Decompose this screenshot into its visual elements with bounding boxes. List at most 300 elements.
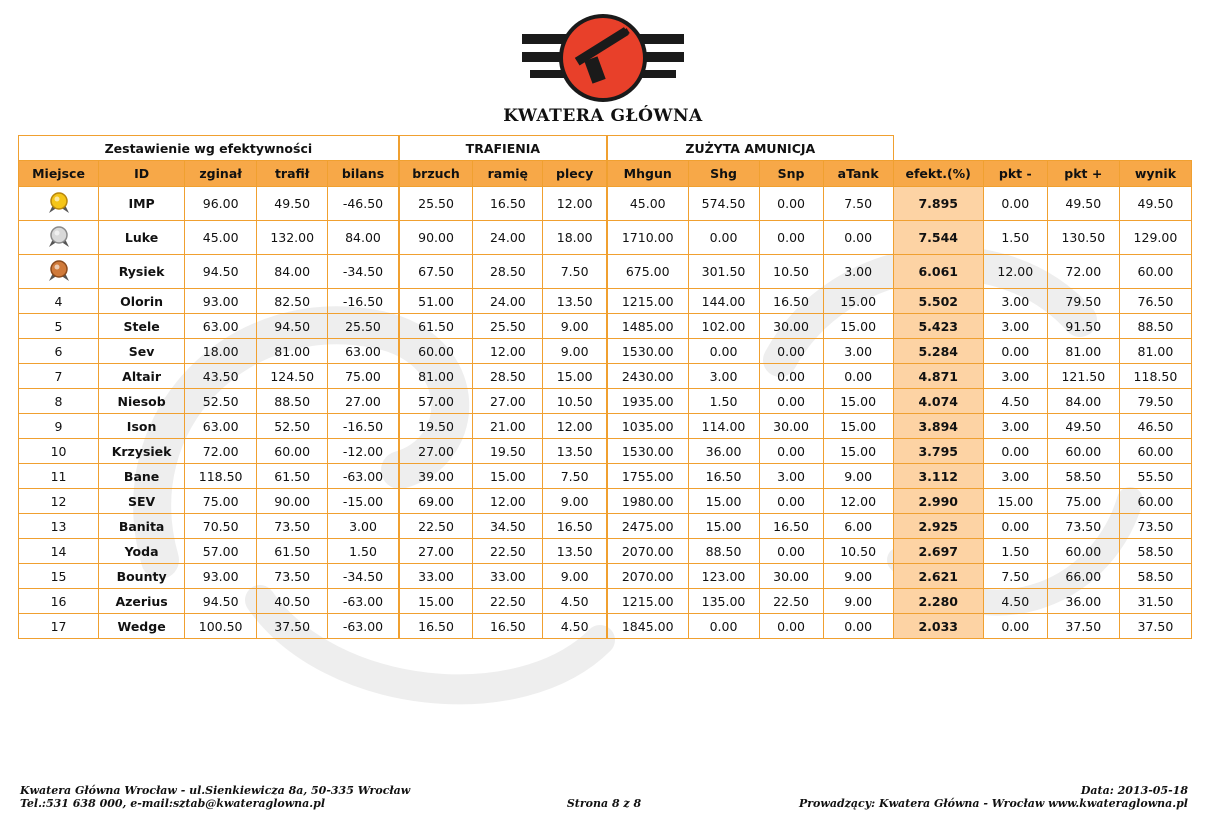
cell-mhgun: 1530.00 [607, 339, 688, 364]
cell-belly: 60.00 [399, 339, 473, 364]
cell-efficiency: 3.795 [893, 439, 983, 464]
cell-atank: 15.00 [823, 314, 893, 339]
brand-title: KWATERA GŁÓWNA [503, 106, 703, 126]
cell-killed: 96.00 [185, 187, 257, 221]
cell-belly: 51.00 [399, 289, 473, 314]
cell-points-plus: 121.50 [1047, 364, 1119, 389]
cell-snp: 30.00 [759, 564, 823, 589]
cell-efficiency: 3.894 [893, 414, 983, 439]
cell-arm: 27.00 [473, 389, 543, 414]
cell-arm: 16.50 [473, 614, 543, 639]
cell-mhgun: 1530.00 [607, 439, 688, 464]
cell-snp: 0.00 [759, 439, 823, 464]
cell-place: 14 [19, 539, 99, 564]
cell-efficiency: 7.895 [893, 187, 983, 221]
cell-balance: -63.00 [328, 589, 399, 614]
cell-belly: 67.50 [399, 255, 473, 289]
cell-result: 81.00 [1119, 339, 1191, 364]
cell-back: 13.50 [543, 289, 607, 314]
cell-killed: 100.50 [185, 614, 257, 639]
table-row [19, 221, 1192, 255]
cell-id: Bane [99, 464, 185, 489]
cell-back: 13.50 [543, 539, 607, 564]
cell-back: 9.00 [543, 339, 607, 364]
cell-mhgun: 1980.00 [607, 489, 688, 514]
cell-arm: 25.50 [473, 314, 543, 339]
cell-back: 15.00 [543, 364, 607, 389]
cell-hit: 82.50 [257, 289, 328, 314]
cell-points-minus: 3.00 [983, 314, 1047, 339]
cell-killed: 94.50 [185, 255, 257, 289]
cell-back: 10.50 [543, 389, 607, 414]
cell-points-minus: 0.00 [983, 187, 1047, 221]
cell-back: 9.00 [543, 314, 607, 339]
table-row [19, 414, 1192, 439]
col-header-balance: bilans [328, 161, 399, 187]
gold-medal-icon [44, 191, 74, 217]
cell-hit: 61.50 [257, 539, 328, 564]
cell-shg: 3.00 [688, 364, 759, 389]
cell-belly: 27.00 [399, 439, 473, 464]
cell-points-minus: 3.00 [983, 364, 1047, 389]
cell-result: 88.50 [1119, 314, 1191, 339]
cell-belly: 61.50 [399, 314, 473, 339]
table-row [19, 464, 1192, 489]
cell-balance: -16.50 [328, 414, 399, 439]
cell-efficiency: 4.074 [893, 389, 983, 414]
cell-atank: 15.00 [823, 439, 893, 464]
footer-address: Kwatera Główna Wrocław - ul.Sienkiewicza 8a, 50-335 Wrocław [20, 784, 411, 797]
footer-page-number: Strona 8 z 8 [566, 797, 642, 810]
cell-belly: 90.00 [399, 221, 473, 255]
cell-snp: 10.50 [759, 255, 823, 289]
cell-balance: -15.00 [328, 489, 399, 514]
cell-result: 31.50 [1119, 589, 1191, 614]
cell-efficiency: 2.697 [893, 539, 983, 564]
cell-snp: 16.50 [759, 514, 823, 539]
cell-balance: -16.50 [328, 289, 399, 314]
cell-result: 79.50 [1119, 389, 1191, 414]
cell-atank: 12.00 [823, 489, 893, 514]
cell-shg: 123.00 [688, 564, 759, 589]
cell-points-minus: 0.00 [983, 614, 1047, 639]
cell-points-plus: 84.00 [1047, 389, 1119, 414]
footer-contact: Tel.:531 638 000, e-mail:sztab@kwateraglowna.pl [20, 797, 326, 810]
cell-balance: -34.50 [328, 564, 399, 589]
cell-points-plus: 49.50 [1047, 414, 1119, 439]
group-header-blank [893, 136, 1191, 161]
cell-points-minus: 4.50 [983, 389, 1047, 414]
cell-arm: 22.50 [473, 539, 543, 564]
cell-killed: 63.00 [185, 314, 257, 339]
cell-belly: 81.00 [399, 364, 473, 389]
cell-points-minus: 7.50 [983, 564, 1047, 589]
cell-killed: 45.00 [185, 221, 257, 255]
cell-efficiency: 2.033 [893, 614, 983, 639]
cell-id: SEV [99, 489, 185, 514]
cell-shg: 144.00 [688, 289, 759, 314]
cell-belly: 69.00 [399, 489, 473, 514]
cell-points-minus: 12.00 [983, 255, 1047, 289]
cell-id: IMP [99, 187, 185, 221]
table-row [19, 589, 1192, 614]
cell-result: 73.50 [1119, 514, 1191, 539]
cell-points-plus: 91.50 [1047, 314, 1119, 339]
cell-result: 55.50 [1119, 464, 1191, 489]
cell-result: 118.50 [1119, 364, 1191, 389]
cell-efficiency: 2.990 [893, 489, 983, 514]
footer-date: Data: 2013-05-18 [1080, 784, 1188, 797]
table-row [19, 314, 1192, 339]
cell-result: 129.00 [1119, 221, 1191, 255]
cell-arm: 34.50 [473, 514, 543, 539]
cell-snp: 0.00 [759, 339, 823, 364]
cell-balance: -34.50 [328, 255, 399, 289]
cell-shg: 0.00 [688, 339, 759, 364]
silver-medal-icon [44, 225, 74, 251]
cell-balance: 75.00 [328, 364, 399, 389]
cell-mhgun: 1710.00 [607, 221, 688, 255]
cell-hit: 49.50 [257, 187, 328, 221]
cell-arm: 19.50 [473, 439, 543, 464]
cell-efficiency: 2.621 [893, 564, 983, 589]
cell-hit: 61.50 [257, 464, 328, 489]
table-row [19, 289, 1192, 314]
table-row [19, 539, 1192, 564]
cell-mhgun: 2070.00 [607, 564, 688, 589]
cell-atank: 9.00 [823, 464, 893, 489]
cell-result: 46.50 [1119, 414, 1191, 439]
cell-place: 12 [19, 489, 99, 514]
col-header-result: wynik [1119, 161, 1191, 187]
cell-belly: 33.00 [399, 564, 473, 589]
cell-arm: 16.50 [473, 187, 543, 221]
cell-shg: 135.00 [688, 589, 759, 614]
cell-hit: 84.00 [257, 255, 328, 289]
cell-result: 60.00 [1119, 255, 1191, 289]
cell-points-plus: 75.00 [1047, 489, 1119, 514]
cell-result: 49.50 [1119, 187, 1191, 221]
cell-balance: 3.00 [328, 514, 399, 539]
cell-points-minus: 0.00 [983, 339, 1047, 364]
cell-atank: 15.00 [823, 414, 893, 439]
cell-killed: 94.50 [185, 589, 257, 614]
cell-efficiency: 2.925 [893, 514, 983, 539]
cell-place: 6 [19, 339, 99, 364]
cell-points-plus: 130.50 [1047, 221, 1119, 255]
group-header-row [19, 136, 1192, 161]
cell-snp: 30.00 [759, 314, 823, 339]
cell-back: 13.50 [543, 439, 607, 464]
cell-mhgun: 675.00 [607, 255, 688, 289]
cell-killed: 52.50 [185, 389, 257, 414]
table-row [19, 564, 1192, 589]
cell-balance: -46.50 [328, 187, 399, 221]
cell-atank: 9.00 [823, 589, 893, 614]
cell-balance: 27.00 [328, 389, 399, 414]
cell-id: Stele [99, 314, 185, 339]
cell-id: Altair [99, 364, 185, 389]
cell-result: 60.00 [1119, 439, 1191, 464]
cell-points-minus: 1.50 [983, 221, 1047, 255]
cell-killed: 18.00 [185, 339, 257, 364]
cell-efficiency: 5.423 [893, 314, 983, 339]
cell-place: 16 [19, 589, 99, 614]
cell-mhgun: 1035.00 [607, 414, 688, 439]
cell-arm: 33.00 [473, 564, 543, 589]
cell-points-plus: 49.50 [1047, 187, 1119, 221]
cell-efficiency: 4.871 [893, 364, 983, 389]
cell-id: Wedge [99, 614, 185, 639]
table-row [19, 389, 1192, 414]
cell-points-plus: 66.00 [1047, 564, 1119, 589]
table-row [19, 255, 1192, 289]
col-header-shg: Shg [688, 161, 759, 187]
cell-id: Rysiek [99, 255, 185, 289]
logo-emblem-icon [518, 12, 688, 104]
cell-place: 7 [19, 364, 99, 389]
cell-mhgun: 1755.00 [607, 464, 688, 489]
table-row [19, 339, 1192, 364]
cell-points-plus: 36.00 [1047, 589, 1119, 614]
cell-killed: 43.50 [185, 364, 257, 389]
cell-hit: 40.50 [257, 589, 328, 614]
cell-shg: 574.50 [688, 187, 759, 221]
cell-shg: 0.00 [688, 614, 759, 639]
cell-balance: -63.00 [328, 464, 399, 489]
col-header-id: ID [99, 161, 185, 187]
cell-belly: 16.50 [399, 614, 473, 639]
cell-place: 4 [19, 289, 99, 314]
cell-balance: 25.50 [328, 314, 399, 339]
cell-hit: 132.00 [257, 221, 328, 255]
cell-balance: 63.00 [328, 339, 399, 364]
cell-place: 10 [19, 439, 99, 464]
cell-id: Banita [99, 514, 185, 539]
cell-belly: 15.00 [399, 589, 473, 614]
group-header-ammo: ZUŻYTA AMUNICJA [607, 136, 893, 161]
cell-belly: 57.00 [399, 389, 473, 414]
cell-belly: 27.00 [399, 539, 473, 564]
cell-back: 16.50 [543, 514, 607, 539]
cell-killed: 63.00 [185, 414, 257, 439]
cell-points-plus: 81.00 [1047, 339, 1119, 364]
cell-efficiency: 3.112 [893, 464, 983, 489]
cell-killed: 72.00 [185, 439, 257, 464]
cell-result: 60.00 [1119, 489, 1191, 514]
table-row [19, 187, 1192, 221]
cell-killed: 57.00 [185, 539, 257, 564]
cell-points-minus: 3.00 [983, 414, 1047, 439]
cell-id: Ison [99, 414, 185, 439]
col-header-snp: Snp [759, 161, 823, 187]
group-header-summary: Zestawienie wg efektywności [19, 136, 399, 161]
cell-points-minus: 0.00 [983, 439, 1047, 464]
cell-place [19, 221, 99, 255]
cell-hit: 124.50 [257, 364, 328, 389]
cell-killed: 93.00 [185, 564, 257, 589]
cell-points-minus: 0.00 [983, 514, 1047, 539]
cell-arm: 12.00 [473, 489, 543, 514]
cell-place [19, 187, 99, 221]
cell-id: Yoda [99, 539, 185, 564]
table-row [19, 489, 1192, 514]
cell-arm: 24.00 [473, 221, 543, 255]
cell-place [19, 255, 99, 289]
cell-atank: 9.00 [823, 564, 893, 589]
cell-arm: 24.00 [473, 289, 543, 314]
cell-mhgun: 1935.00 [607, 389, 688, 414]
col-header-efficiency: efekt.(%) [893, 161, 983, 187]
cell-snp: 16.50 [759, 289, 823, 314]
cell-belly: 19.50 [399, 414, 473, 439]
cell-snp: 0.00 [759, 389, 823, 414]
cell-arm: 12.00 [473, 339, 543, 364]
cell-shg: 114.00 [688, 414, 759, 439]
cell-arm: 21.00 [473, 414, 543, 439]
cell-atank: 6.00 [823, 514, 893, 539]
cell-place: 8 [19, 389, 99, 414]
cell-mhgun: 45.00 [607, 187, 688, 221]
cell-atank: 3.00 [823, 339, 893, 364]
cell-efficiency: 5.502 [893, 289, 983, 314]
cell-arm: 28.50 [473, 255, 543, 289]
cell-arm: 28.50 [473, 364, 543, 389]
cell-snp: 22.50 [759, 589, 823, 614]
footer-organizer: Prowadzący: Kwatera Główna - Wrocław www.kwateraglowna.pl [798, 797, 1188, 810]
cell-result: 58.50 [1119, 539, 1191, 564]
cell-balance: 1.50 [328, 539, 399, 564]
cell-id: Olorin [99, 289, 185, 314]
cell-hit: 94.50 [257, 314, 328, 339]
cell-points-plus: 79.50 [1047, 289, 1119, 314]
cell-snp: 30.00 [759, 414, 823, 439]
cell-balance: -12.00 [328, 439, 399, 464]
cell-shg: 15.00 [688, 489, 759, 514]
cell-atank: 3.00 [823, 255, 893, 289]
cell-mhgun: 1845.00 [607, 614, 688, 639]
cell-place: 13 [19, 514, 99, 539]
col-header-points-minus: pkt - [983, 161, 1047, 187]
cell-killed: 75.00 [185, 489, 257, 514]
cell-hit: 52.50 [257, 414, 328, 439]
cell-shg: 102.00 [688, 314, 759, 339]
cell-shg: 15.00 [688, 514, 759, 539]
cell-mhgun: 2070.00 [607, 539, 688, 564]
cell-points-minus: 3.00 [983, 289, 1047, 314]
cell-place: 17 [19, 614, 99, 639]
cell-shg: 1.50 [688, 389, 759, 414]
cell-points-plus: 73.50 [1047, 514, 1119, 539]
cell-mhgun: 1215.00 [607, 589, 688, 614]
cell-snp: 0.00 [759, 187, 823, 221]
cell-id: Azerius [99, 589, 185, 614]
efficiency-table [18, 135, 1192, 639]
cell-killed: 93.00 [185, 289, 257, 314]
col-header-points-plus: pkt + [1047, 161, 1119, 187]
cell-result: 37.50 [1119, 614, 1191, 639]
cell-efficiency: 6.061 [893, 255, 983, 289]
cell-id: Sev [99, 339, 185, 364]
cell-back: 4.50 [543, 614, 607, 639]
cell-snp: 3.00 [759, 464, 823, 489]
cell-back: 9.00 [543, 564, 607, 589]
cell-points-plus: 60.00 [1047, 539, 1119, 564]
cell-belly: 39.00 [399, 464, 473, 489]
cell-mhgun: 1215.00 [607, 289, 688, 314]
cell-hit: 73.50 [257, 514, 328, 539]
cell-shg: 36.00 [688, 439, 759, 464]
cell-efficiency: 7.544 [893, 221, 983, 255]
cell-mhgun: 2430.00 [607, 364, 688, 389]
cell-snp: 0.00 [759, 614, 823, 639]
cell-belly: 25.50 [399, 187, 473, 221]
cell-arm: 22.50 [473, 589, 543, 614]
cell-back: 12.00 [543, 187, 607, 221]
cell-snp: 0.00 [759, 221, 823, 255]
logo [0, 12, 1206, 104]
col-header-mhgun: Mhgun [607, 161, 688, 187]
cell-points-minus: 4.50 [983, 589, 1047, 614]
cell-arm: 15.00 [473, 464, 543, 489]
cell-mhgun: 2475.00 [607, 514, 688, 539]
cell-place: 15 [19, 564, 99, 589]
cell-hit: 81.00 [257, 339, 328, 364]
table-row [19, 439, 1192, 464]
cell-back: 4.50 [543, 589, 607, 614]
cell-atank: 10.50 [823, 539, 893, 564]
col-header-belly: brzuch [399, 161, 473, 187]
cell-shg: 16.50 [688, 464, 759, 489]
cell-killed: 70.50 [185, 514, 257, 539]
cell-id: Niesob [99, 389, 185, 414]
cell-belly: 22.50 [399, 514, 473, 539]
cell-shg: 301.50 [688, 255, 759, 289]
cell-snp: 0.00 [759, 539, 823, 564]
cell-atank: 15.00 [823, 289, 893, 314]
cell-efficiency: 5.284 [893, 339, 983, 364]
group-header-hits: TRAFIENIA [399, 136, 607, 161]
cell-hit: 60.00 [257, 439, 328, 464]
cell-hit: 90.00 [257, 489, 328, 514]
cell-snp: 0.00 [759, 489, 823, 514]
cell-points-minus: 15.00 [983, 489, 1047, 514]
cell-back: 9.00 [543, 489, 607, 514]
cell-points-plus: 72.00 [1047, 255, 1119, 289]
cell-efficiency: 2.280 [893, 589, 983, 614]
cell-id: Krzysiek [99, 439, 185, 464]
cell-mhgun: 1485.00 [607, 314, 688, 339]
col-header-arm: ramię [473, 161, 543, 187]
cell-snp: 0.00 [759, 364, 823, 389]
cell-place: 5 [19, 314, 99, 339]
bronze-medal-icon [44, 259, 74, 285]
col-header-back: plecy [543, 161, 607, 187]
cell-points-minus: 3.00 [983, 464, 1047, 489]
cell-id: Luke [99, 221, 185, 255]
cell-atank: 15.00 [823, 389, 893, 414]
cell-atank: 7.50 [823, 187, 893, 221]
cell-points-minus: 1.50 [983, 539, 1047, 564]
col-header-atank: aTank [823, 161, 893, 187]
cell-back: 7.50 [543, 255, 607, 289]
cell-shg: 88.50 [688, 539, 759, 564]
cell-shg: 0.00 [688, 221, 759, 255]
cell-points-plus: 37.50 [1047, 614, 1119, 639]
cell-atank: 0.00 [823, 364, 893, 389]
cell-place: 9 [19, 414, 99, 439]
cell-result: 76.50 [1119, 289, 1191, 314]
